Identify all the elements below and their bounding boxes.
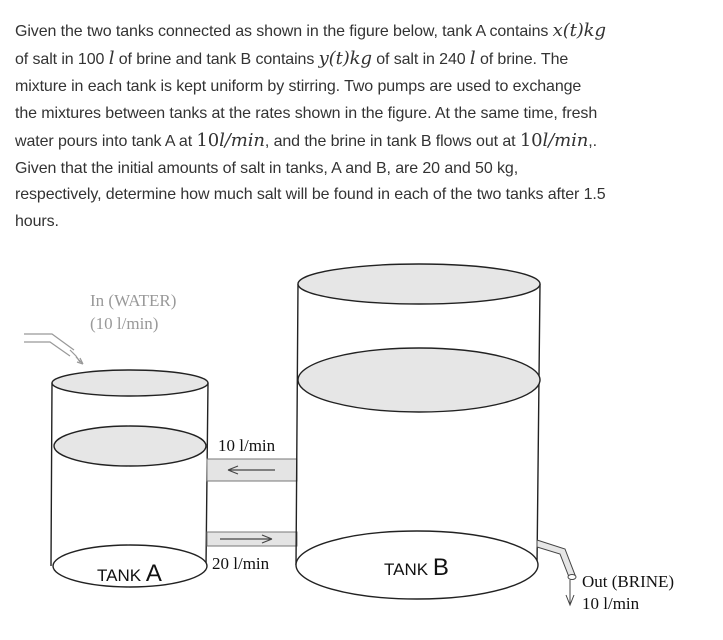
tank-b-top [298, 264, 540, 304]
text-line: the mixtures between tanks at the rates shown in the figure. At the same time, fresh [15, 104, 598, 122]
text: of salt in 240 [371, 50, 470, 68]
math-number: 10 [519, 129, 543, 151]
lower-pipe [207, 532, 297, 546]
tank-a-word: TANK [97, 566, 142, 585]
math-rate: l/min [542, 129, 589, 151]
tank-b-letter: B [432, 554, 449, 581]
text-line: respectively, determine how much salt will be found in each of the two tanks after 1.5 [15, 186, 606, 204]
lower-pipe-rate: 20 l/min [212, 554, 270, 573]
tank-a-letter: A [145, 560, 162, 587]
math-liter: l [108, 47, 115, 69]
outlet-pipe [537, 540, 576, 605]
text: Given the two tanks connected as shown in the figure below, tank A contains [15, 23, 553, 40]
upper-pipe-rate: 10 l/min [218, 436, 276, 455]
math-y-t-kg: y(t)kg [318, 47, 372, 69]
text: ,. [588, 132, 597, 150]
inlet-label: In (WATER) [90, 291, 177, 310]
tank-a-liquid-surface [54, 426, 206, 466]
text: of brine. The [475, 50, 569, 68]
inlet-pipe [24, 334, 83, 364]
tank-b-liquid-surface [298, 348, 540, 412]
tank-a-top [52, 370, 208, 396]
math-liter: l [469, 47, 476, 69]
text-line: hours. [15, 213, 59, 231]
inlet-rate: (10 l/min) [90, 314, 159, 333]
text: of brine and tank B contains [114, 50, 319, 68]
tank-b [296, 264, 540, 599]
outlet-rate: 10 l/min [582, 594, 640, 613]
math-rate: l/min [219, 129, 265, 151]
text: of salt in 100 [15, 50, 109, 68]
text-line: Given that the initial amounts of salt in tanks, A and B, are 20 and 50 kg, [15, 159, 519, 177]
outlet-label: Out (BRINE) [582, 572, 675, 591]
tank-b-word: TANK [384, 560, 429, 579]
math-x-t-kg: x(t)kg [552, 20, 606, 41]
text-line: mixture in each tank is kept uniform by stirring. Two pumps are used to exchange [15, 77, 582, 95]
text: , and the brine in tank B flows out at [264, 132, 520, 150]
tank-a [51, 370, 208, 587]
text: water pours into tank A at [15, 132, 197, 150]
down-arrow-icon [566, 580, 574, 605]
upper-pipe [207, 459, 297, 481]
math-number: 10 [196, 129, 220, 151]
